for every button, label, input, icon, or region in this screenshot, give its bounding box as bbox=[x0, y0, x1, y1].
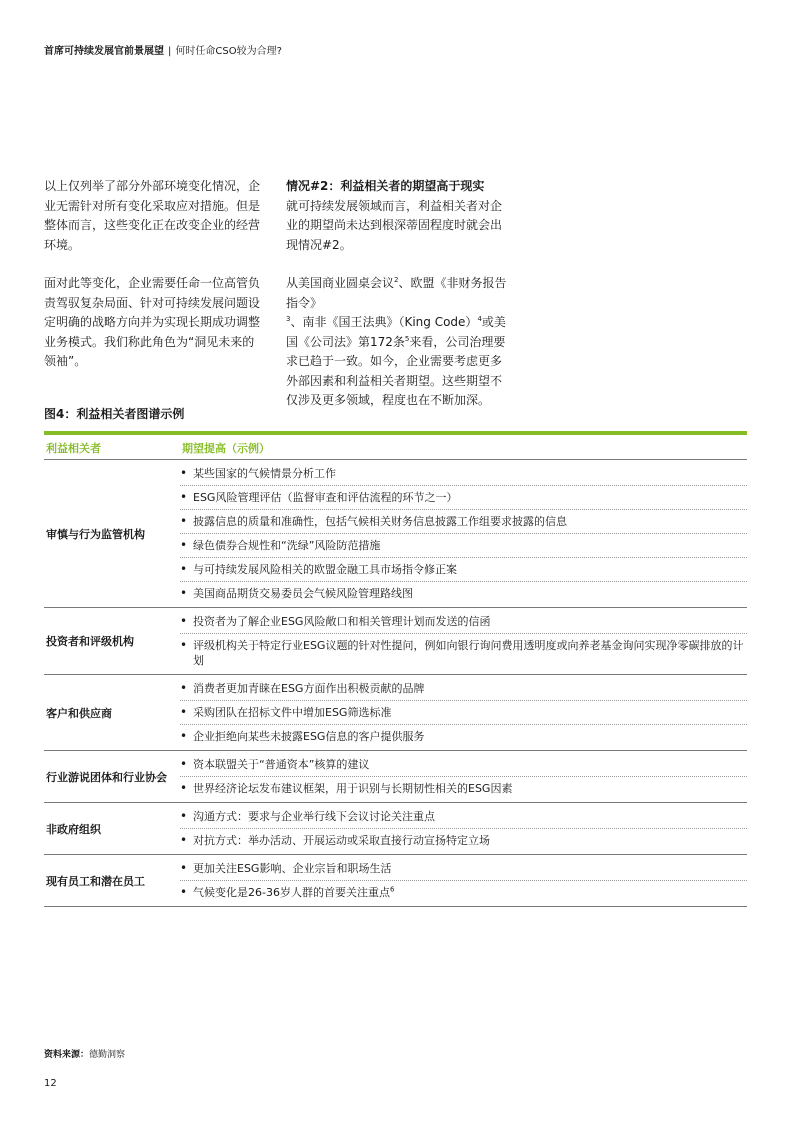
table-row bbox=[44, 803, 747, 855]
footnote-ref: 3 bbox=[286, 315, 291, 323]
page-number: 12 bbox=[44, 1078, 57, 1089]
col-header-stakeholder: 利益相关者 bbox=[46, 442, 101, 455]
list-item: • 某些国家的气候情景分析工作 bbox=[180, 462, 747, 486]
list-item: • 沟通方式：要求与企业举行线下会议讨论关注重点 bbox=[180, 805, 747, 829]
list-item: • 评级机构关于特定行业ESG议题的针对性提问，例如向银行询问费用透明度或向养老基金询问实现净零碳排放的计划 bbox=[180, 634, 747, 672]
table-row bbox=[44, 460, 747, 608]
stakeholder-label: 审慎与行为监管机构 bbox=[46, 527, 145, 541]
footnote-ref: 2 bbox=[394, 276, 399, 284]
list-item: • 披露信息的质量和准确性，包括气候相关财务信息披露工作组要求披露的信息 bbox=[180, 510, 747, 534]
list-item: • 美国商品期货交易委员会气候风险管理路线图 bbox=[180, 582, 747, 605]
source-text: 德勤洞察 bbox=[89, 1050, 126, 1060]
text-span: 、南非《国王法典》（King Code） bbox=[290, 315, 478, 329]
header-separator: | bbox=[168, 46, 172, 57]
stakeholder-label: 非政府组织 bbox=[46, 822, 101, 836]
stakeholder-label: 行业游说团体和行业协会 bbox=[46, 770, 167, 784]
footnote-ref: 4 bbox=[477, 315, 482, 323]
table-row bbox=[44, 751, 747, 803]
header-title: 首席可持续发展官前景展望 bbox=[44, 46, 164, 57]
source-label: 资料来源： bbox=[44, 1050, 90, 1060]
list-item bbox=[180, 881, 747, 904]
list-item: • 投资者为了解企业ESG风险敞口和相关管理计划而发送的信函 bbox=[180, 610, 747, 634]
list-item: • 采购团队在招标文件中增加ESG筛选标准 bbox=[180, 701, 747, 725]
footnote-ref: 5 bbox=[404, 334, 410, 343]
text-span: 从美国商业圆桌会议 bbox=[286, 276, 395, 290]
stakeholder-label: 投资者和评级机构 bbox=[46, 635, 134, 648]
left-column bbox=[44, 177, 266, 391]
stakeholder-label: 客户和供应商 bbox=[46, 706, 112, 720]
figure-accent-rule bbox=[44, 431, 747, 435]
list-item: • 企业拒绝向某些未披露ESG信息的客户提供服务 bbox=[180, 725, 747, 748]
footnote-ref: 6 bbox=[389, 885, 395, 894]
right-paragraph-2 bbox=[286, 274, 508, 411]
source-note bbox=[44, 1047, 125, 1060]
text-span: 或美国《公司法》第172条 bbox=[286, 315, 506, 349]
list-item: • 与可持续发展风险相关的欧盟金融工具市场指令修正案 bbox=[180, 558, 747, 582]
list-item: • ESG风险管理评估（监督审查和评估流程的环节之一） bbox=[180, 486, 747, 510]
list-item: • 消费者更加青睐在ESG方面作出积极贡献的品牌 bbox=[180, 677, 747, 701]
col-header-expectations: 期望提高（示例） bbox=[182, 442, 270, 455]
running-header bbox=[44, 42, 282, 57]
right-column bbox=[286, 177, 508, 430]
left-paragraph-1: 以上仅列举了部分外部环境变化情况，企业无需针对所有变化采取应对措施。但是整体而言，这些变化正在改变企业的经营环境。 bbox=[44, 179, 261, 252]
section-heading: 情况#2：利益相关者的期望高于现实 bbox=[286, 179, 485, 193]
stakeholder-label: 现有员工和潜在员工 bbox=[46, 874, 145, 888]
text-span: 、欧盟《非财务报告指令》 bbox=[286, 276, 507, 310]
table-header bbox=[44, 437, 747, 460]
left-paragraph-2: 面对此等变化，企业需要任命一位高管负责驾驭复杂局面、针对可持续发展问题设定明确的战略方向并为实现长期成功调整业务模式。我们称此角色为“洞见未来的领袖”。 bbox=[44, 276, 261, 368]
table-row bbox=[44, 608, 747, 675]
list-item: • 对抗方式：举办活动、开展运动或采取直接行动宣扬特定立场 bbox=[180, 829, 747, 852]
list-item: • 世界经济论坛发布建议框架，用于识别与长期韧性相关的ESG因素 bbox=[180, 777, 747, 800]
list-item-text: 气候变化是26-36岁人群的首要关注重点 bbox=[193, 886, 390, 899]
text-span: 来看，公司治理要求已趋于一致。如今，企业需要考虑更多外部因素和利益相关者期望。这些期望不仅涉及更多领域，程度也在不断加深。 bbox=[286, 334, 506, 407]
list-item: • 资本联盟关于“普通资本”核算的建议 bbox=[180, 753, 747, 777]
table-row bbox=[44, 855, 747, 907]
header-subtitle: 何时任命CSO较为合理? bbox=[175, 46, 282, 57]
figure-title: 图4：利益相关者图谱示例 bbox=[44, 407, 185, 421]
list-item: • 绿色债券合规性和“洗绿”风险防范措施 bbox=[180, 534, 747, 558]
table-row bbox=[44, 675, 747, 751]
right-paragraph-1: 就可持续发展领域而言，利益相关者对企业的期望尚未达到根深蒂固程度时就会出现情况#2。 bbox=[286, 198, 503, 252]
stakeholder-table bbox=[44, 437, 747, 907]
list-item: • 更加关注ESG影响、企业宗旨和职场生活 bbox=[180, 857, 747, 881]
